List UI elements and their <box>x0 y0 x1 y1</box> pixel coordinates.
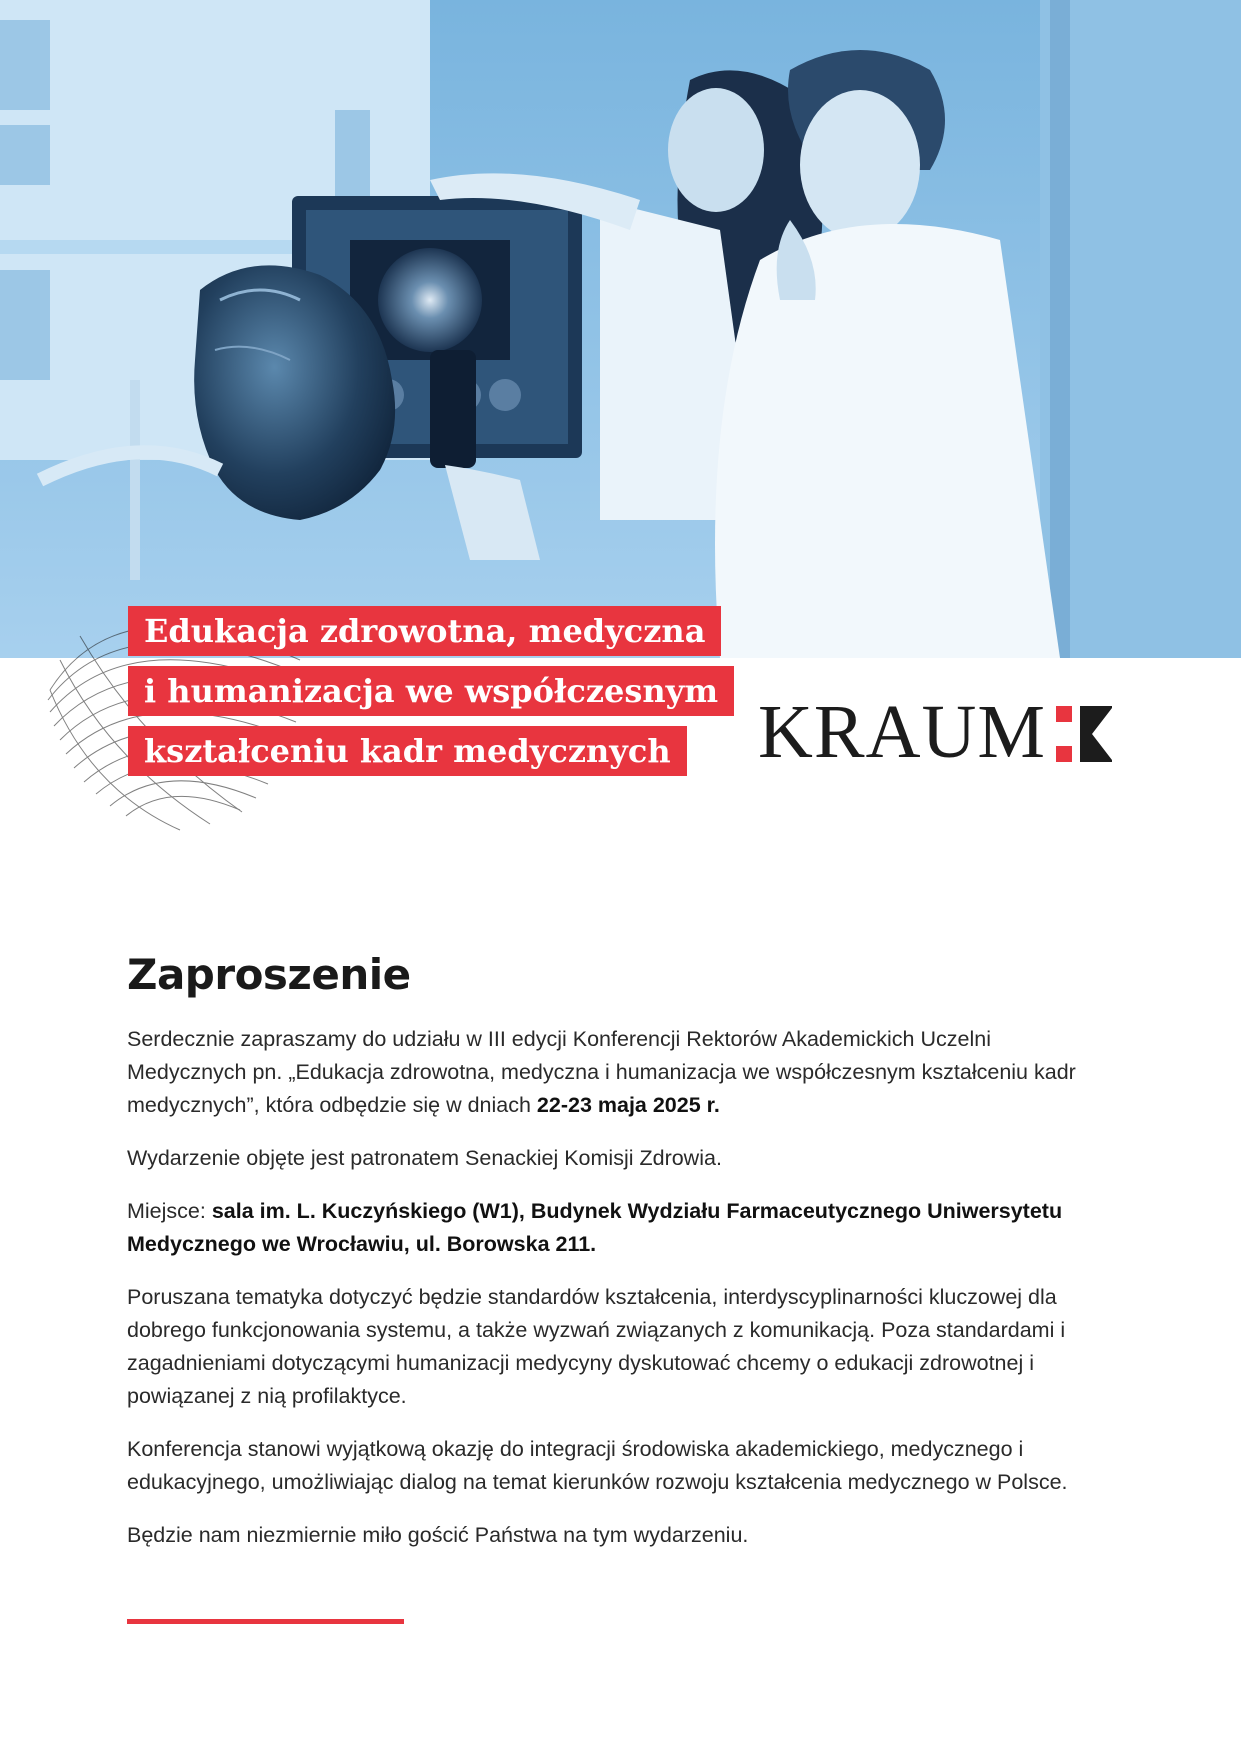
location-label: Miejsce: <box>127 1199 212 1223</box>
paragraph-intro <box>127 1023 1112 1122</box>
paragraph-opportunity: Konferencja stanowi wyjątkową okazję do integracji środowiska akademickiego, medycznego i edukacyjnego, umożliwiając dialog na temat kierunków rozwoju kształcenia medycznego w Polsce. <box>127 1437 1068 1494</box>
bottom-accent-line <box>127 1619 404 1624</box>
paragraph-location <box>127 1195 1112 1261</box>
title-line-1: Edukacja zdrowotna, medyczna <box>128 606 721 656</box>
title-line-2: i humanizacja we współczesnym <box>128 666 734 716</box>
paragraph-patronage: Wydarzenie objęte jest patronatem Senackiej Komisji Zdrowia. <box>127 1146 722 1170</box>
paragraph-closing: Będzie nam niezmiernie miło gościć Państwa na tym wydarzeniu. <box>127 1523 749 1547</box>
location-value: sala im. L. Kuczyńskiego (W1), Budynek Wydziału Farmaceutycznego Uniwersytetu Medycznego we Wrocławiu, ul. Borowska 211. <box>127 1199 1063 1256</box>
invitation-body <box>127 950 1112 1572</box>
paragraph-topics: Poruszana tematyka dotyczyć będzie standardów kształcenia, interdyscyplinarności kluczowej dla dobrego funkcjonowania systemu, a także wyzwań związanych z komunikacją. Poza standardami i zagadnieniami dotyczącymi humanizacji medycyny dyskutować chcemy o edukacji zdrowotnej i powiązanej z nią profilaktyce. <box>127 1285 1066 1408</box>
event-date: 22-23 maja 2025 r. <box>536 1093 720 1117</box>
intro-text: Serdecznie zapraszamy do udziału w III edycji Konferencji Rektorów Akademickich Uczelni Medycznych pn. „Edukacja zdrowotna, medyczna i humanizacja we współczesnym kształceniu kadr medycznych”, która odbędzie się w dniach <box>127 1027 1076 1117</box>
kraum-emblem-icon <box>1056 706 1112 762</box>
logo-wordmark: KRAUM <box>758 690 1046 774</box>
page-title: Zaproszenie <box>127 950 411 999</box>
title-line-3: kształceniu kadr medycznych <box>128 726 687 776</box>
